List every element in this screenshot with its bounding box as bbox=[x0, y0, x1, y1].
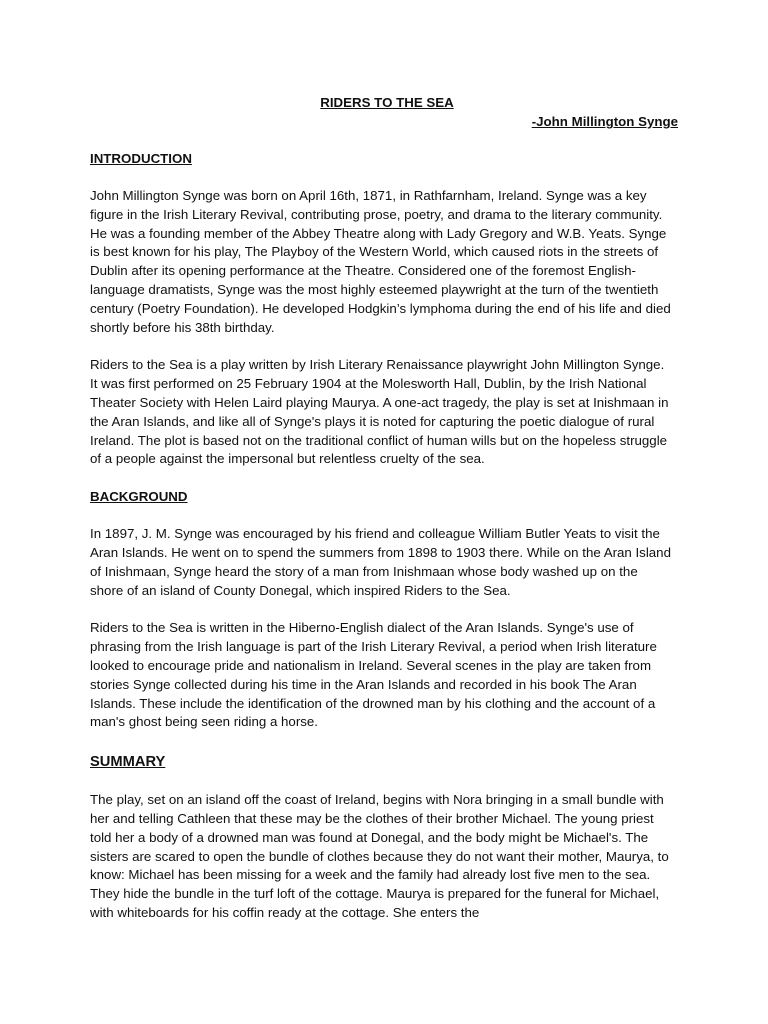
document-author: -John Millington Synge bbox=[531, 114, 678, 129]
section-heading-summary: SUMMARY bbox=[90, 754, 166, 771]
section-heading-background: BACKGROUND bbox=[90, 489, 188, 505]
paragraph: Riders to the Sea is a play written by Irish Literary Renaissance playwright John Millington Synge. It was first performed on 25 February 1904 at the Molesworth Hall, Dublin, by the Irish National Theater Society with Helen Laird playing Maurya. A one-act tragedy, the play is set at Inishmaan in the Aran Islands, and like all of Synge's plays it is noted for capturing the poetic dialogue of rural Ireland. The plot is based not on the traditional conflict of human wills but on the hopeless struggle of a people against the impersonal but relentless cruelty of the sea. bbox=[90, 357, 669, 467]
paragraph: In 1897, J. M. Synge was encouraged by his friend and colleague William Butler Yeats to visit the Aran Islands. He went on to spend the summers from 1898 to 1903 there. While on the Aran Island of Inishmaan, Synge heard the story of a man from Inishmaan whose body washed up on the shore of an island of County Donegal, which inspired Riders to the Sea. bbox=[90, 526, 671, 598]
paragraph: John Millington Synge was born on April 16th, 1871, in Rathfarnham, Ireland. Synge was a key figure in the Irish Literary Revival, contributing prose, poetry, and drama to the literary community. He was a founding member of the Abbey Theatre along with Lady Gregory and W.B. Yeats. Synge is best known for his play, The Playboy of the Western World, which caused riots in the streets of Dublin after its opening performance at the Theatre. Considered one of the foremost English-language dramatists, Synge was the most highly esteemed playwright at the turn of the twentieth century (Poetry Foundation). He developed Hodgkin’s lymphoma during the end of his life and died shortly before his 38th birthday. bbox=[90, 188, 671, 335]
section-heading-introduction: INTRODUCTION bbox=[90, 151, 192, 166]
document-title: RIDERS TO THE SEA bbox=[320, 95, 454, 110]
paragraph: Riders to the Sea is written in the Hiberno-English dialect of the Aran Islands. Synge's use of phrasing from the Irish language is part of the Irish Literary Revival, a period when Irish literature looked to encourage pride and nationalism in Ireland. Several scenes in the play are taken from stories Synge collected during his time in the Aran Islands and recorded in his book The Aran Islands. These include the identification of the drowned man by his clothing and the account of a man's ghost being seen riding a horse. bbox=[90, 620, 657, 730]
paragraph: The play, set on an island off the coast of Ireland, begins with Nora bringing in a small bundle with her and telling Cathleen that these may be the clothes of their brother Michael. The young priest told her a body of a drowned man was found at Donegal, and the body might be Michael's. The sisters are scared to open the bundle of clothes because they do not want their mother, Maurya, to know: Michael has been missing for a week and the family had already lost five men to the sea. They hide the bundle in the turf loft of the cottage. Maurya is prepared for the funeral for Michael, with whiteboards for his coffin ready at the cottage. She enters the bbox=[90, 792, 669, 920]
